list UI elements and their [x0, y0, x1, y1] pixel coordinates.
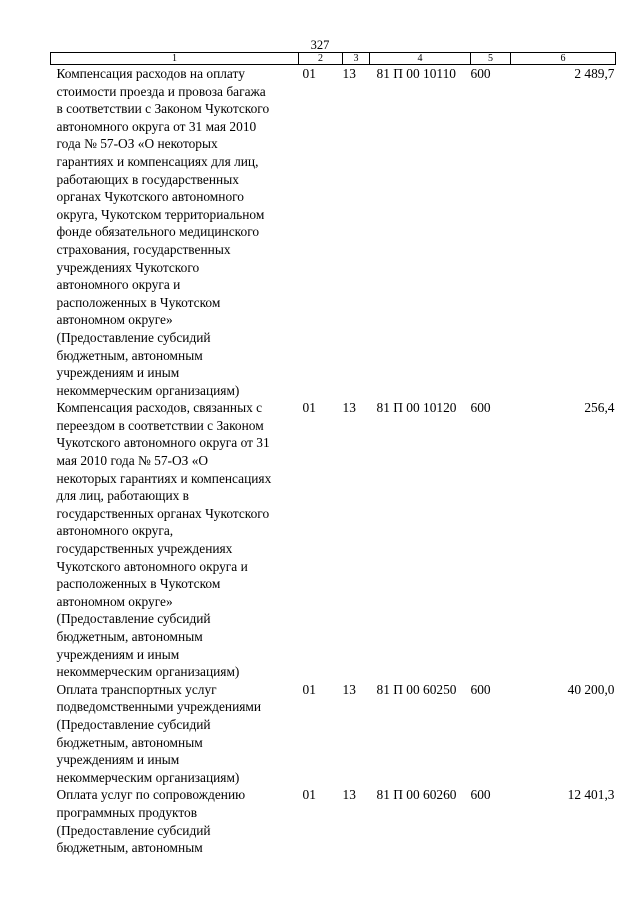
description-line: (Предоставление субсидий	[56, 611, 211, 627]
expense-type-code: 600	[470, 400, 491, 416]
subsection-code: 13	[342, 787, 356, 803]
page-number: 327	[310, 38, 330, 52]
description-line: учреждениях Чукотского	[56, 259, 200, 275]
subsection-code: 13	[342, 681, 356, 697]
row-description	[51, 681, 299, 787]
description-line: страхования, государственных	[56, 241, 231, 257]
description-line: (Предоставление субсидий	[56, 329, 211, 345]
table-row	[51, 399, 616, 681]
section-code: 01	[302, 66, 316, 81]
description-line: государственных органах Чукотского	[56, 505, 270, 521]
header-col-2: 2	[299, 53, 343, 65]
description-line: года № 57-ОЗ «О некоторых	[56, 136, 218, 152]
description-line: округа, Чукотском территориальном	[56, 206, 265, 222]
description-line: Чукотского автономного округа и	[56, 558, 248, 574]
description-line: автономном округе»	[56, 593, 173, 609]
table-header	[51, 53, 616, 65]
expense-type-code: 600	[470, 787, 491, 803]
description-line: автономного округа и	[56, 277, 181, 293]
description-line: государственных учреждениях	[56, 541, 233, 557]
description-line: (Предоставление субсидий	[56, 716, 211, 732]
description-line: программных продуктов	[56, 804, 198, 820]
description-line: бюджетным, автономным	[56, 734, 203, 750]
description-line: переездом в соответствии с Законом	[56, 417, 264, 433]
header-col-6: 6	[511, 53, 616, 65]
description-line: некоммерческим организациям)	[56, 769, 240, 785]
description-line: гарантиях и компенсациях для лиц,	[56, 153, 259, 169]
header-row	[51, 53, 616, 65]
description-line: некоторых гарантиях и компенсациях	[56, 470, 272, 486]
table-body	[51, 65, 616, 857]
description-line: бюджетным, автономным	[56, 629, 203, 644]
budget-table	[50, 52, 616, 857]
section-code: 01	[302, 787, 316, 803]
header-col-5: 5	[471, 53, 511, 65]
section-code: 01	[302, 400, 316, 416]
description-line: мая 2010 года № 57-ОЗ «О	[56, 453, 209, 469]
description-line: фонде обязательного медицинского	[56, 224, 260, 240]
description-line: в соответствии с Законом Чукотского	[56, 101, 270, 117]
header-col-4: 4	[370, 53, 471, 65]
amount-value: 40 200,0	[567, 681, 615, 697]
expense-type-code: 600	[470, 66, 491, 81]
target-article-code: 81 П 00 10110	[376, 66, 456, 81]
description-line: бюджетным, автономным	[56, 840, 203, 856]
subsection-code: 13	[342, 66, 356, 81]
row-description	[51, 786, 299, 856]
amount-value: 256,4	[584, 400, 615, 416]
expense-type-code: 600	[470, 681, 491, 697]
description-line: стоимости проезда и провоза багажа	[56, 83, 266, 99]
description-line: учреждениям и иным	[56, 646, 180, 662]
target-article-code: 81 П 00 10120	[376, 400, 457, 416]
description-line: органах Чукотского автономного	[56, 189, 244, 205]
description-line: Компенсация расходов, связанных с	[56, 400, 263, 416]
header-col-3: 3	[343, 53, 370, 65]
row-description	[51, 399, 299, 681]
amount-value: 2 489,7	[574, 66, 615, 81]
description-line: автономного округа от 31 мая 2010	[56, 118, 257, 134]
description-line: подведомственными учреждениями	[56, 699, 262, 715]
description-line: автономном округе»	[56, 312, 173, 328]
description-line: работающих в государственных	[56, 171, 239, 187]
description-line: бюджетным, автономным	[56, 347, 203, 363]
section-code: 01	[302, 681, 316, 697]
row-description	[51, 65, 299, 400]
description-line: учреждениям и иным	[56, 752, 180, 768]
table-row	[51, 65, 616, 400]
description-line: (Предоставление субсидий	[56, 822, 211, 838]
description-line: Оплата транспортных услуг	[56, 681, 217, 697]
table-row	[51, 786, 616, 856]
description-line: некоммерческим организациям)	[56, 664, 240, 680]
target-article-code: 81 П 00 60260	[376, 787, 457, 803]
description-line: Чукотского автономного округа от 31	[56, 435, 270, 451]
description-line: Оплата услуг по сопровождению	[56, 787, 246, 803]
table-row	[51, 681, 616, 787]
description-line: для лиц, работающих в	[56, 488, 189, 504]
description-line: расположенных в Чукотском	[56, 294, 221, 310]
description-line: расположенных в Чукотском	[56, 576, 221, 592]
description-line: некоммерческим организациям)	[56, 382, 240, 398]
description-line: учреждениям и иным	[56, 365, 180, 381]
target-article-code: 81 П 00 60250	[376, 681, 457, 697]
header-col-1: 1	[51, 53, 299, 65]
description-line: Компенсация расходов на оплату	[56, 66, 245, 81]
amount-value: 12 401,3	[567, 787, 615, 803]
description-line: автономного округа,	[56, 523, 174, 539]
subsection-code: 13	[342, 400, 356, 416]
